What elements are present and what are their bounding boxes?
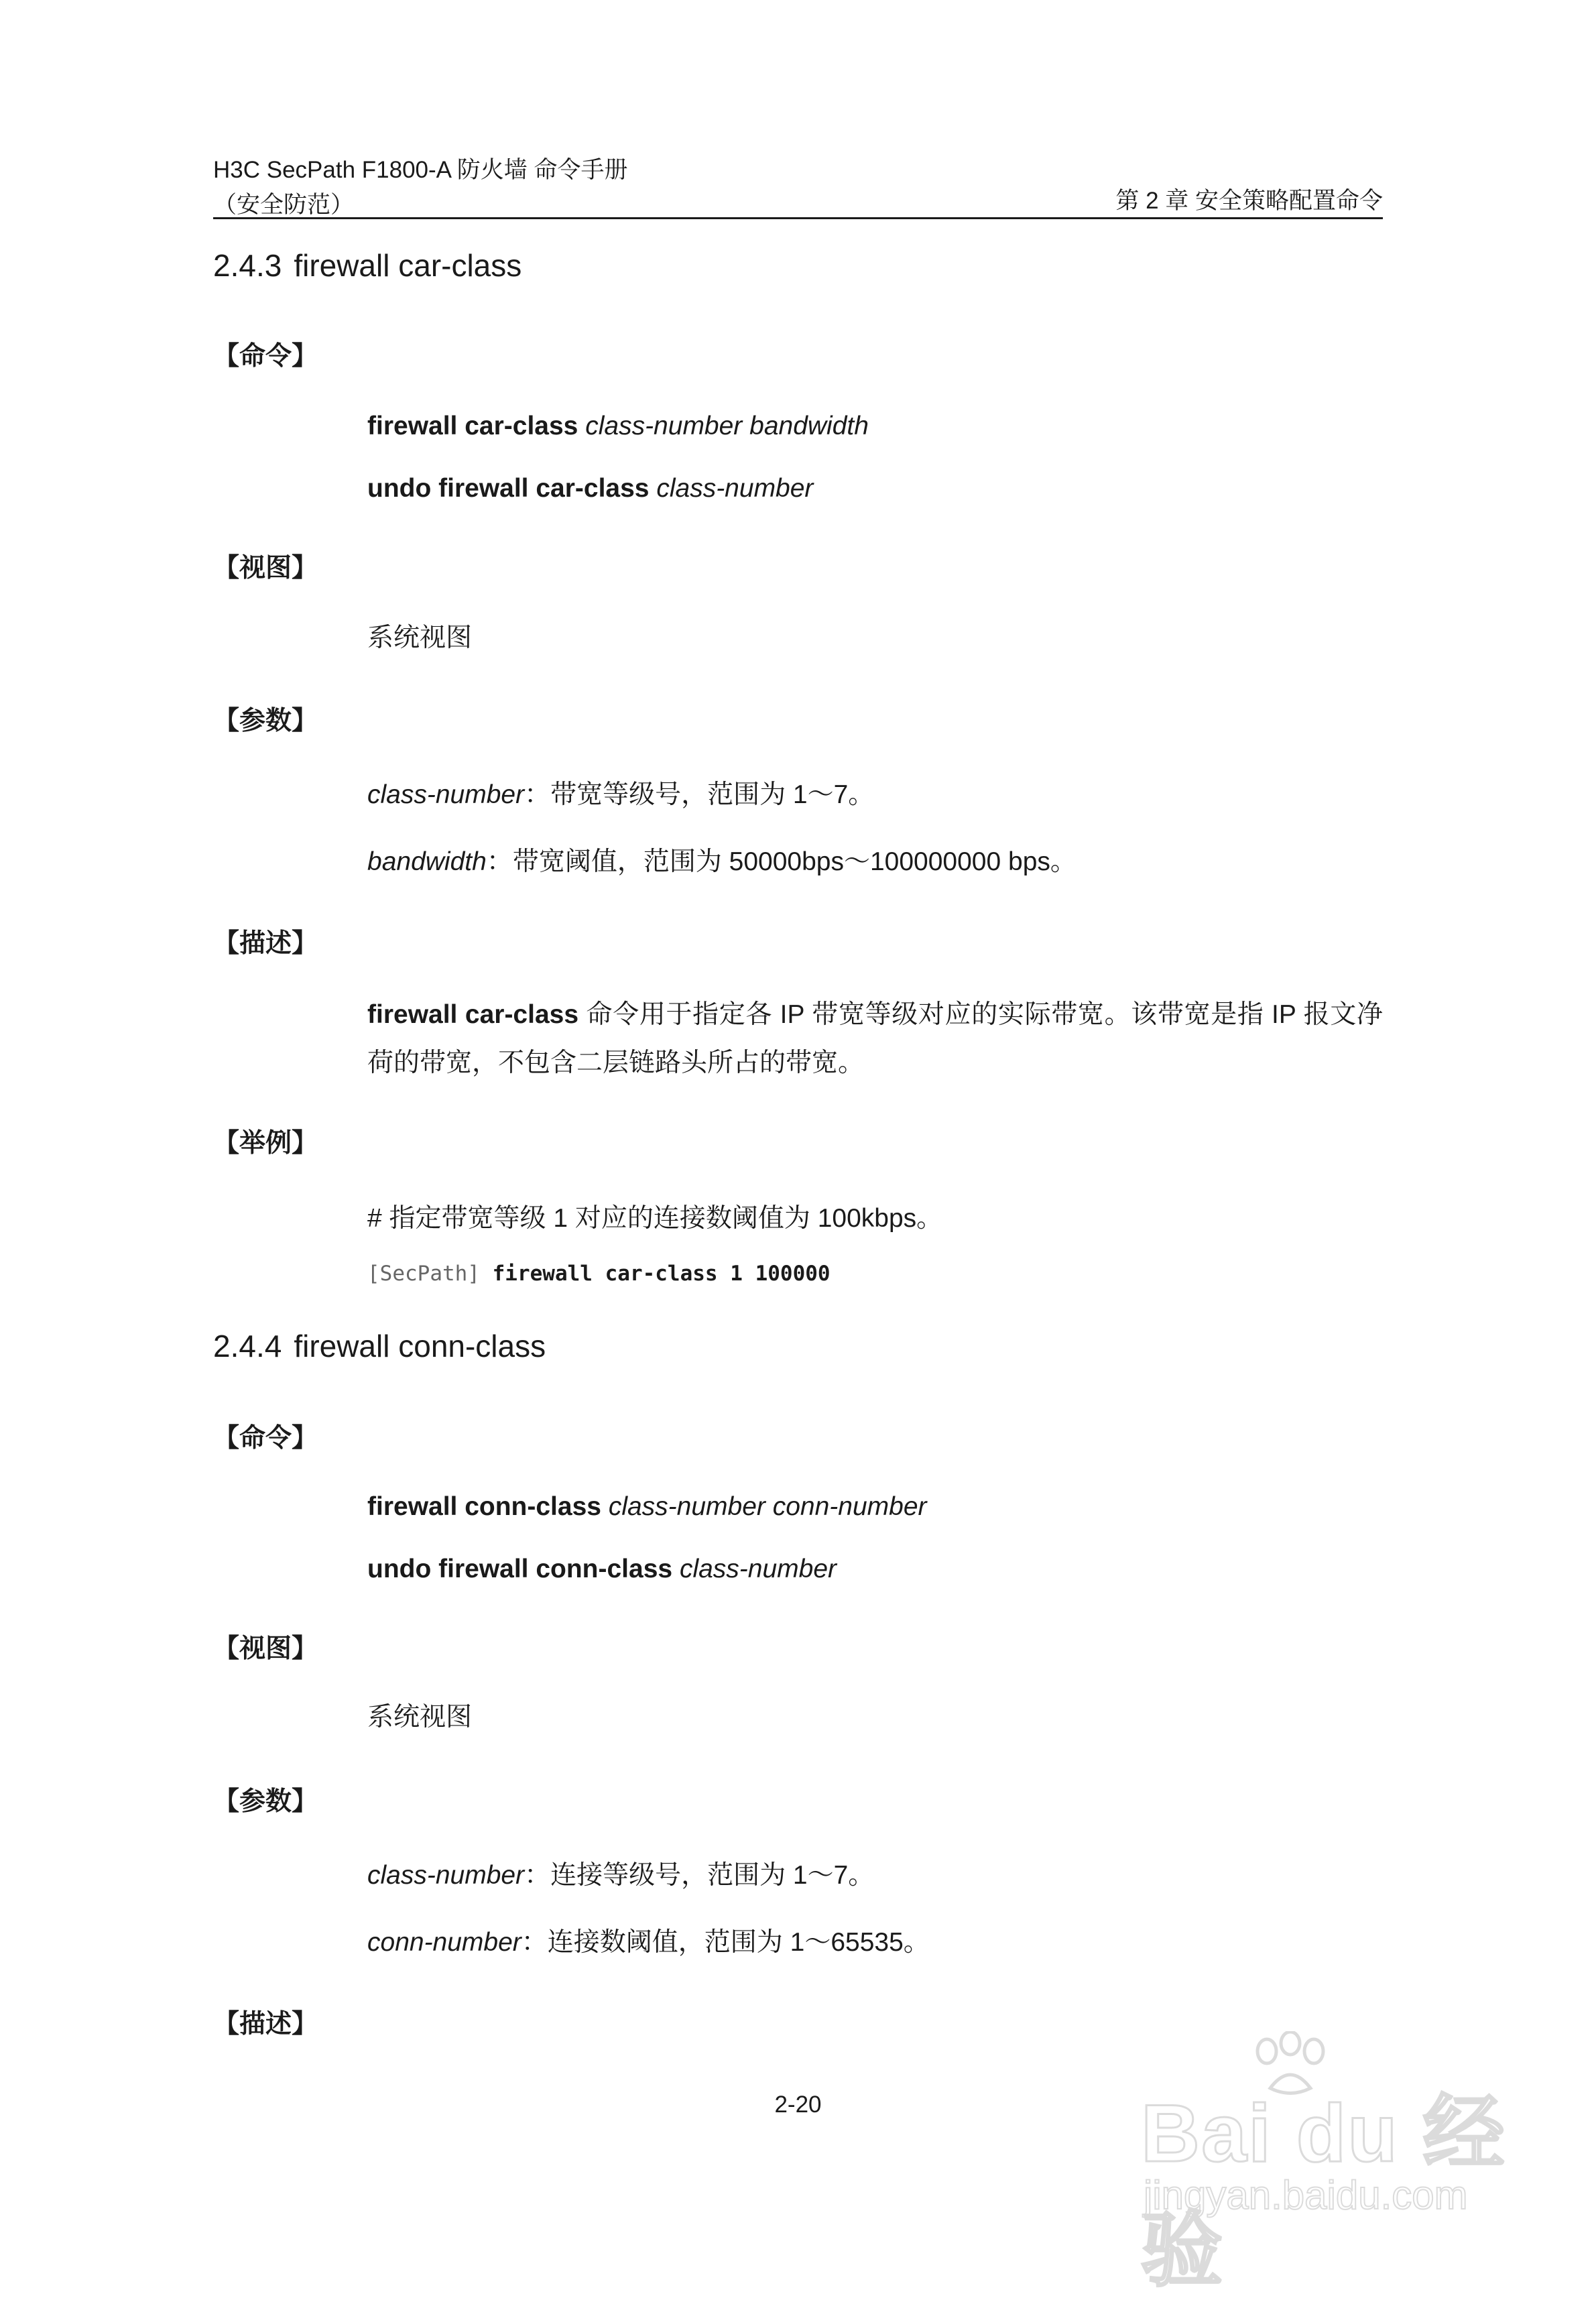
param-name: bandwidth [367,847,487,876]
example-code [367,1259,831,1288]
params-label: 【参数】 [213,707,318,735]
section-title: firewall car-class [294,248,522,283]
command-keyword: undo firewall conn-class [367,1555,673,1583]
param-bandwidth [367,845,1077,880]
header-divider [213,217,1383,219]
command-keyword: firewall conn-class [367,1492,601,1521]
undo-command-syntax [367,1552,837,1587]
param-desc: ：连接等级号，范围为 1～7。 [524,1861,875,1890]
param-name: class-number [367,1861,525,1890]
header-subtitle: （安全防范） [213,192,355,218]
param-name: conn-number [367,1928,521,1957]
chapter-title: 第 2 章 安全策略配置命令 [1115,188,1383,214]
command-label: 【命令】 [213,342,318,371]
document-header [213,153,628,223]
code-prompt: [SecPath] [367,1262,493,1286]
page-number: 2-20 [774,2092,822,2118]
command-args: class-number conn-number [608,1492,927,1521]
example-label: 【举例】 [213,1129,318,1158]
view-label: 【视图】 [213,554,318,583]
view-label: 【视图】 [213,1634,318,1663]
header-title: H3C SecPath F1800-A 防火墙 命令手册 [213,157,628,183]
param-class-number [367,1858,874,1893]
param-name: class-number [367,780,525,809]
view-text: 系统视图 [367,1703,473,1732]
command-keyword: firewall car-class [367,412,578,440]
param-class-number [367,778,874,812]
params-label: 【参数】 [213,1787,318,1816]
watermark-brand: Bai du 经验 [1141,2087,1506,2296]
command-args: class-number [679,1555,837,1583]
command-args: class-number [656,474,814,503]
param-desc: ：带宽等级号，范围为 1～7。 [524,780,875,809]
section-number: 2.4.4 [213,1329,282,1364]
example-comment: # 指定带宽等级 1 对应的连接数阈值为 100kbps。 [367,1204,943,1233]
description-text [367,991,1383,1087]
baidu-jingyan-watermark [1140,2031,1515,2296]
description-label: 【描述】 [213,929,318,958]
description-keyword: firewall car-class [367,1000,579,1029]
command-syntax [367,1490,927,1524]
watermark-url: jingyan.baidu.com [1144,2173,1468,2218]
param-desc: ：带宽阈值，范围为 50000bps～100000000 bps。 [486,847,1077,876]
view-text: 系统视图 [367,623,473,652]
param-desc: ：连接数阈值，范围为 1～65535。 [521,1928,930,1957]
command-label: 【命令】 [213,1424,318,1453]
description-body: 命令用于指定各 IP 带宽等级对应的实际带宽。该带宽是指 IP 报文净荷的带宽，不包含二层链路头所占的带宽。 [367,1000,1383,1077]
command-syntax [367,409,869,444]
section-number: 2.4.3 [213,248,282,283]
undo-command-syntax [367,471,813,506]
command-keyword: undo firewall car-class [367,474,650,503]
section-heading-2-4-4 [213,1326,546,1366]
description-label: 【描述】 [213,2010,318,2039]
param-conn-number [367,1925,930,1960]
command-args: class-number bandwidth [585,412,869,440]
code-command: firewall car-class 1 100000 [492,1262,831,1286]
section-heading-2-4-3 [213,245,521,286]
section-title: firewall conn-class [294,1329,546,1364]
